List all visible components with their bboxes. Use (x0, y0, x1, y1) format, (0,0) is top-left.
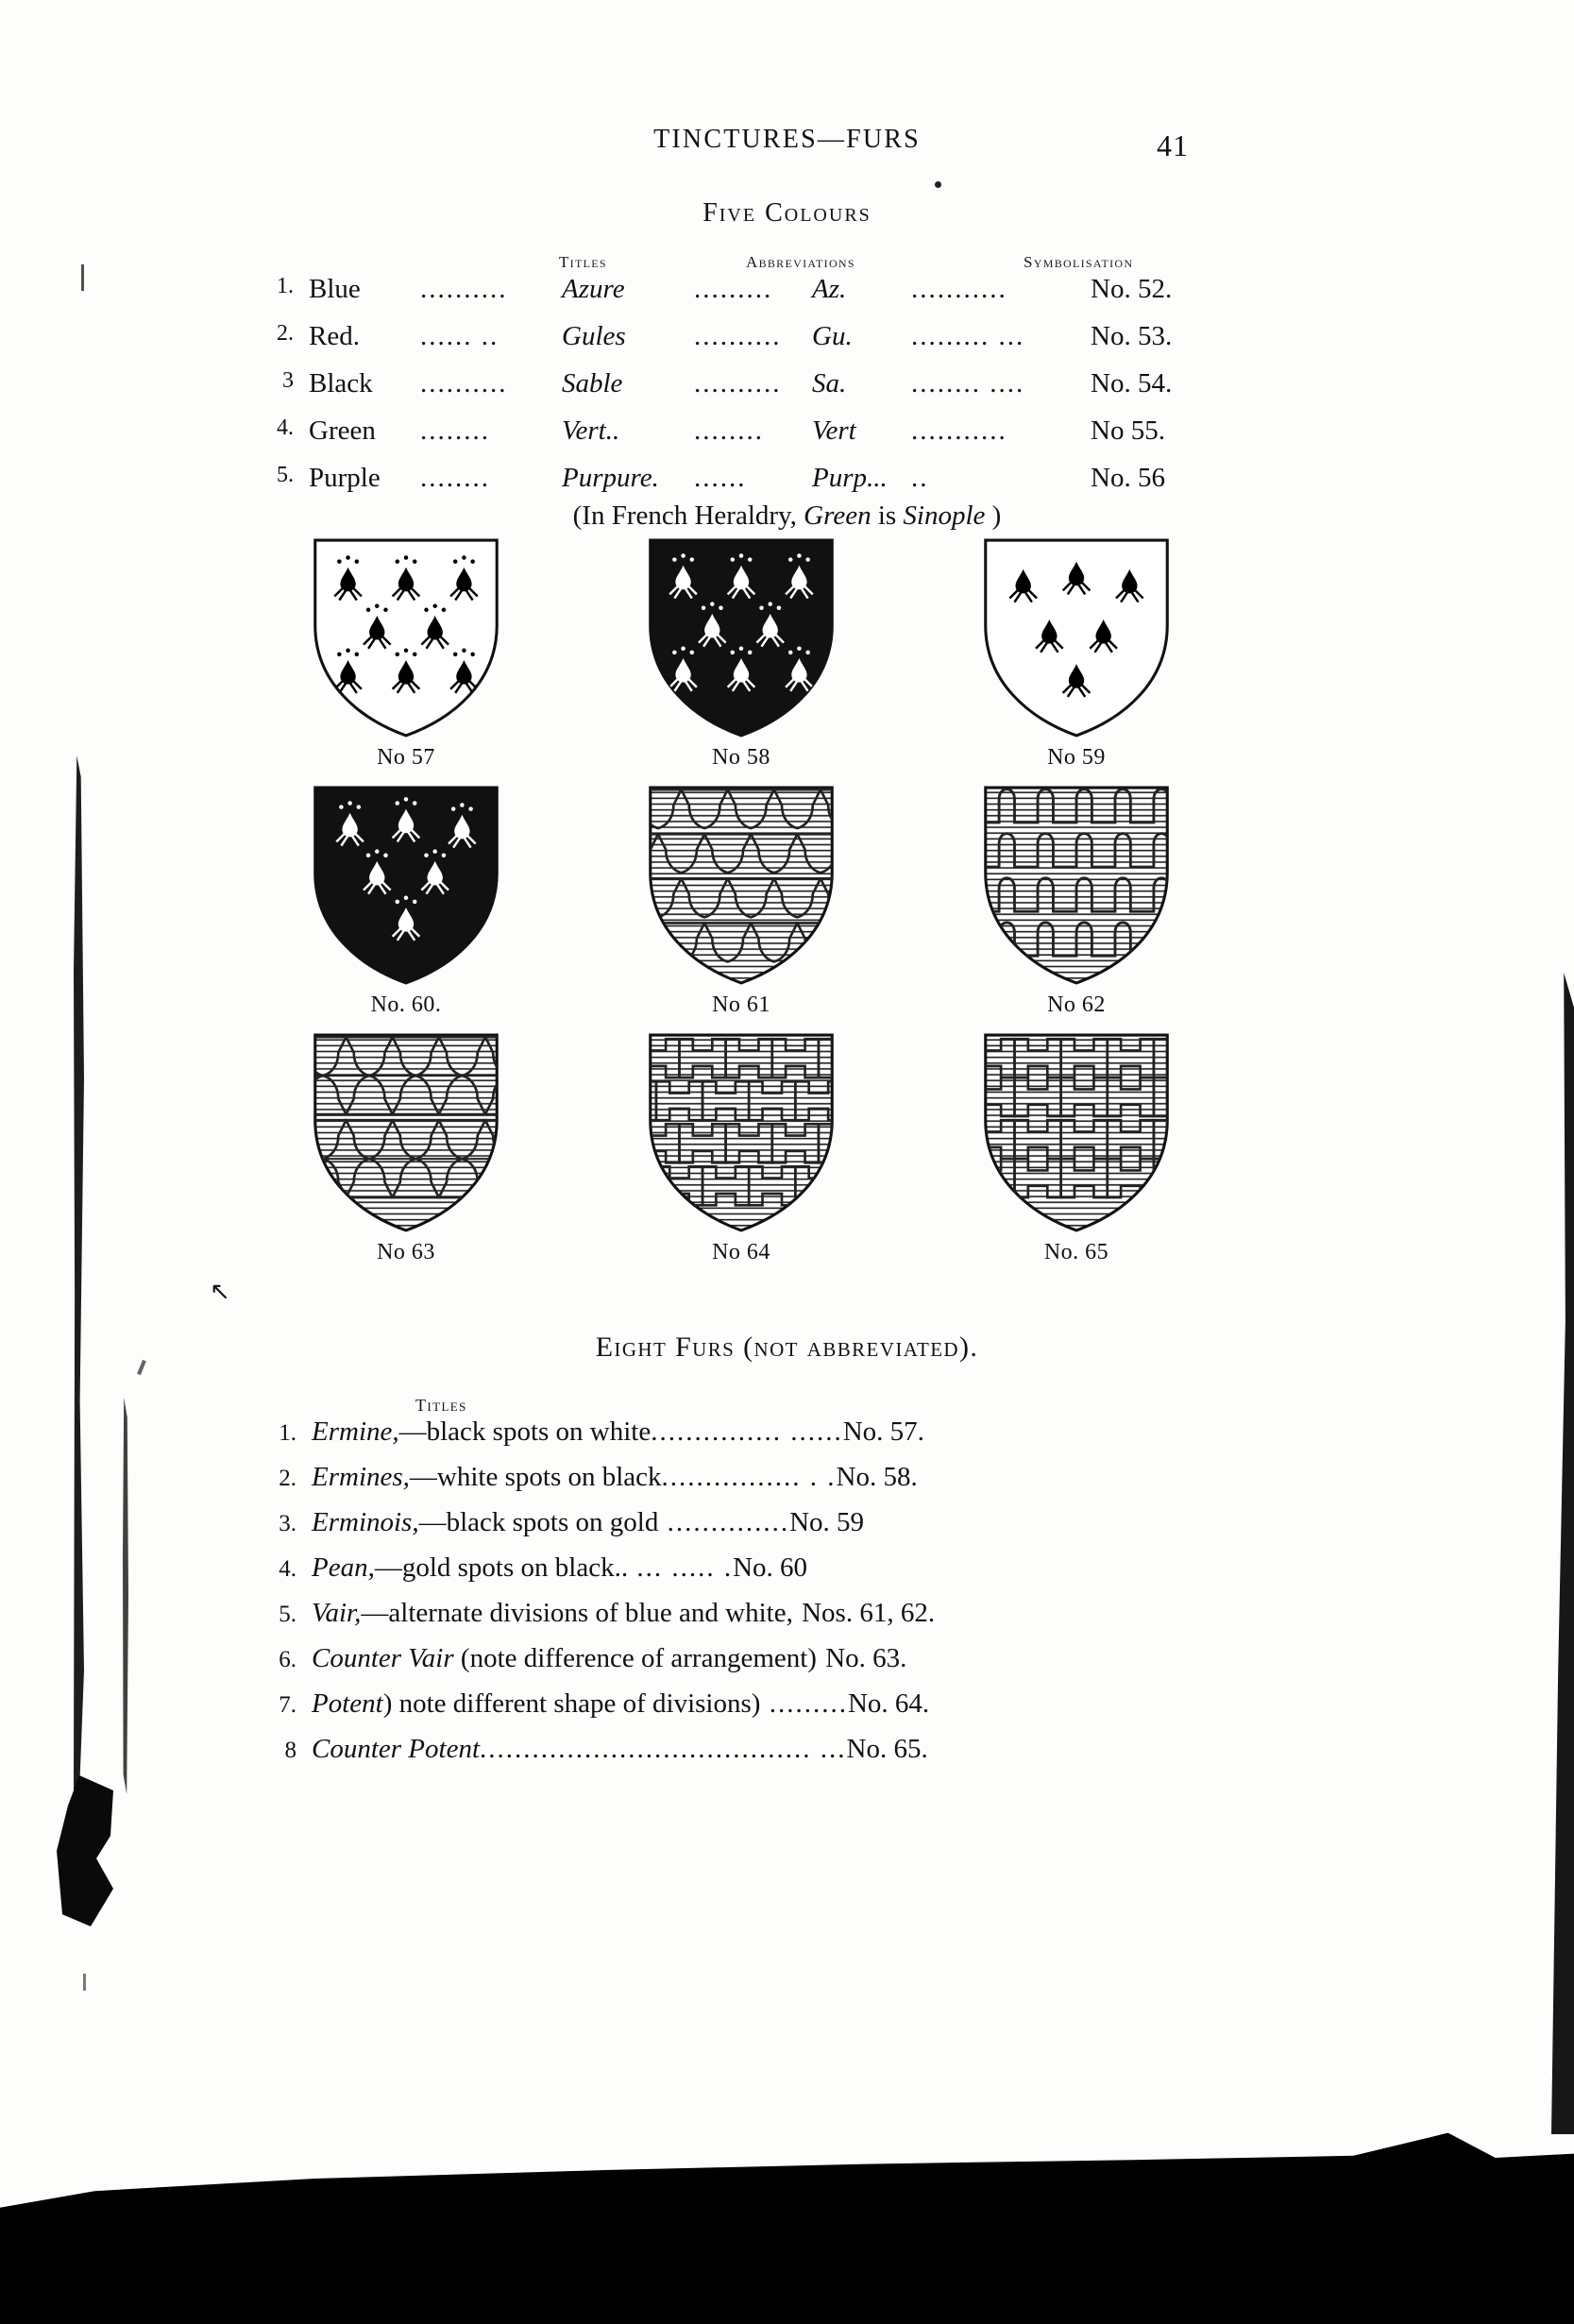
fur-description: ) note different shape of divisions) (382, 1688, 761, 1719)
leader-dots: ........ (420, 416, 490, 446)
list-item (257, 1416, 1314, 1462)
leader-dots: ...................................... ... (480, 1734, 847, 1764)
colour-title: Azure (562, 274, 625, 304)
item-number: 6. (279, 1647, 296, 1672)
pencil-arrow-mark: ↖ (210, 1278, 230, 1305)
shield-caption: No 61 (712, 992, 770, 1017)
row-number: 5. (277, 463, 294, 487)
colour-abbreviation: Az. (812, 274, 847, 304)
colour-symbolisation: No 55. (1091, 416, 1165, 446)
item-number: 2. (279, 1466, 296, 1491)
colour-title: Sable (562, 368, 623, 399)
table-row (260, 274, 1298, 321)
colour-name: Black (309, 368, 373, 399)
page-header (0, 125, 1574, 155)
leader-dots (793, 1598, 802, 1628)
leader-dots: ... ..... . (628, 1552, 734, 1583)
running-title: TINCTURES—FURS (653, 125, 921, 154)
colour-name: Blue (309, 274, 361, 304)
list-item (257, 1462, 1314, 1507)
leader-dots: .. (911, 463, 929, 493)
fur-title: Ermine, (312, 1416, 399, 1447)
table-row (260, 321, 1298, 368)
fur-title: Counter Potent (312, 1734, 481, 1764)
colour-abbreviation: Gu. (812, 321, 853, 351)
item-number: 1. (279, 1420, 296, 1446)
shield-caption: No 58 (712, 745, 770, 770)
column-header-abbreviations: Abbreviations (746, 253, 855, 271)
scan-tick-mark (81, 264, 84, 291)
row-number: 4. (277, 416, 294, 440)
shield-row (264, 784, 1218, 1018)
scan-shadow-bottom (0, 2116, 1574, 2324)
shield-potent-icon (642, 1031, 840, 1234)
leader-dots: .......... (420, 274, 508, 304)
list-item (257, 1643, 1314, 1688)
fur-description: —white spots on black (409, 1462, 662, 1492)
leader-dots: ........ (420, 463, 490, 493)
item-number: 4. (279, 1556, 296, 1582)
fur-title: Ermines, (312, 1462, 410, 1492)
shield-cell-63 (264, 1031, 548, 1265)
shield-row (264, 1031, 1218, 1265)
scan-shadow-left-thin (123, 1398, 128, 1794)
shield-cell-61 (600, 784, 883, 1018)
eight-furs-list (257, 1416, 1314, 1779)
shield-cell-65 (935, 1031, 1218, 1265)
eight-furs-heading (0, 1332, 1574, 1364)
shield-caption: No. 60. (370, 992, 442, 1017)
fur-description: —gold spots on black.. (374, 1552, 629, 1583)
colour-title: Purpure. (562, 463, 659, 493)
note-italic-sinople: Sinople (903, 500, 986, 531)
fur-title: Pean, (312, 1552, 375, 1583)
leader-dots: .......... (694, 321, 782, 351)
shield-erminois-icon (977, 536, 1176, 739)
shield-cell-64 (600, 1031, 883, 1265)
shield-cell-59 (935, 536, 1218, 771)
eight-furs-heading-text: Eight Furs (not abbreviated). (595, 1332, 979, 1363)
furs-column-header-titles: Titles (415, 1396, 467, 1415)
shield-cell-58 (600, 536, 883, 771)
fur-title: Potent (312, 1688, 383, 1719)
five-colours-heading-text: Five Colours (702, 198, 872, 228)
shield-row (264, 536, 1218, 771)
list-item (257, 1734, 1314, 1779)
fur-title: Vair, (312, 1598, 362, 1628)
leader-dots: .......... (694, 368, 782, 399)
list-item (257, 1507, 1314, 1552)
leader-dots: ........... (911, 274, 1007, 304)
fur-reference: No. 58. (836, 1462, 918, 1492)
leader-dots (817, 1643, 825, 1673)
fur-description: (note difference of arrangement) (453, 1643, 817, 1673)
colour-symbolisation: No. 53. (1091, 321, 1173, 351)
shield-caption: No 64 (712, 1240, 770, 1264)
colour-name: Red. (309, 321, 360, 351)
shield-cell-62 (935, 784, 1218, 1018)
leader-dots: ................ . . (661, 1462, 837, 1492)
shield-caption: No. 65 (1043, 1240, 1109, 1264)
colour-symbolisation: No. 54. (1091, 368, 1173, 399)
fur-reference: No. 63. (825, 1643, 907, 1673)
table-row (260, 368, 1298, 416)
ink-dot-mark (935, 181, 941, 188)
fur-reference: No. 65. (846, 1734, 928, 1764)
shield-vair-alt-icon (977, 784, 1176, 987)
colour-abbreviation: Purp... (812, 463, 888, 493)
row-number: 3 (282, 368, 294, 393)
leader-dots: ...... (694, 463, 747, 493)
item-number: 3. (279, 1511, 296, 1536)
note-italic-green: Green (804, 500, 872, 531)
shield-ermines-icon (642, 536, 840, 739)
leader-dots: .......... (420, 368, 508, 399)
colour-title: Gules (562, 321, 626, 351)
shield-pean-icon (307, 784, 505, 987)
scan-tick-mark (83, 1974, 86, 1991)
fur-description: —black spots on gold (418, 1507, 659, 1537)
shield-counter-vair-icon (307, 1031, 505, 1234)
fur-title: Erminois, (312, 1507, 419, 1537)
shield-cell-57 (264, 536, 548, 771)
shield-vair-icon (642, 784, 840, 987)
scan-shadow-right-edge (1551, 973, 1574, 2134)
leader-dots: ......... ... (911, 321, 1025, 351)
colour-name: Purple (309, 463, 381, 493)
leader-dots: ............... ...... (651, 1416, 843, 1447)
item-number: 7. (279, 1692, 296, 1718)
fur-description: —black spots on white (398, 1416, 652, 1447)
leader-dots: ........ (694, 416, 764, 446)
table-row (260, 416, 1298, 463)
leader-dots: ......... (760, 1688, 848, 1719)
shield-ermine-icon (307, 536, 505, 739)
five-colours-heading (0, 198, 1574, 229)
list-item (257, 1552, 1314, 1598)
colour-name: Green (309, 416, 376, 446)
list-item (257, 1688, 1314, 1734)
row-number: 1. (277, 274, 294, 298)
shield-cell-60 (264, 784, 548, 1018)
note-suffix: ) (985, 500, 1002, 531)
note-prefix: (In French Heraldry, (572, 500, 804, 531)
note-mid: is (871, 500, 904, 531)
five-colours-table (260, 274, 1298, 510)
item-number: 5. (279, 1602, 296, 1627)
column-header-symbolisation: Symbolisation (1024, 253, 1134, 271)
shield-figure-grid (264, 536, 1218, 1279)
list-item (257, 1598, 1314, 1643)
shield-caption: No 63 (377, 1240, 435, 1264)
fur-reference: No. 59 (789, 1507, 865, 1537)
leader-dots: ........... (911, 416, 1007, 446)
colour-symbolisation: No. 52. (1091, 274, 1173, 304)
item-number: 8 (284, 1738, 296, 1763)
fur-reference: No. 60 (733, 1552, 808, 1583)
shield-caption: No 62 (1047, 992, 1106, 1017)
fur-reference: No. 64. (847, 1688, 930, 1719)
leader-dots: .............. (658, 1507, 790, 1537)
leader-dots: ......... (694, 274, 773, 304)
french-heraldry-note (0, 500, 1574, 532)
colour-abbreviation: Vert (812, 416, 856, 446)
leader-dots: ........ .... (911, 368, 1025, 399)
shield-counter-potent-icon (977, 1031, 1176, 1234)
scan-shadow-left-bar (74, 755, 84, 1832)
colour-title: Vert.. (562, 416, 620, 446)
colour-symbolisation: No. 56 (1091, 463, 1165, 493)
fur-reference: No. 57. (842, 1416, 924, 1447)
fur-description: —alternate divisions of blue and white, (361, 1598, 793, 1628)
column-header-titles: Titles (559, 253, 607, 271)
colour-abbreviation: Sa. (812, 368, 847, 399)
shield-caption: No 57 (377, 745, 435, 770)
shield-caption: No 59 (1047, 745, 1106, 770)
fur-reference: Nos. 61, 62. (802, 1598, 936, 1628)
fur-title: Counter Vair (312, 1643, 454, 1673)
leader-dots: ...... .. (420, 321, 499, 351)
page-number: 41 (1157, 128, 1189, 162)
row-number: 2. (277, 321, 294, 346)
scan-shadow-left-blob (57, 1775, 113, 1926)
